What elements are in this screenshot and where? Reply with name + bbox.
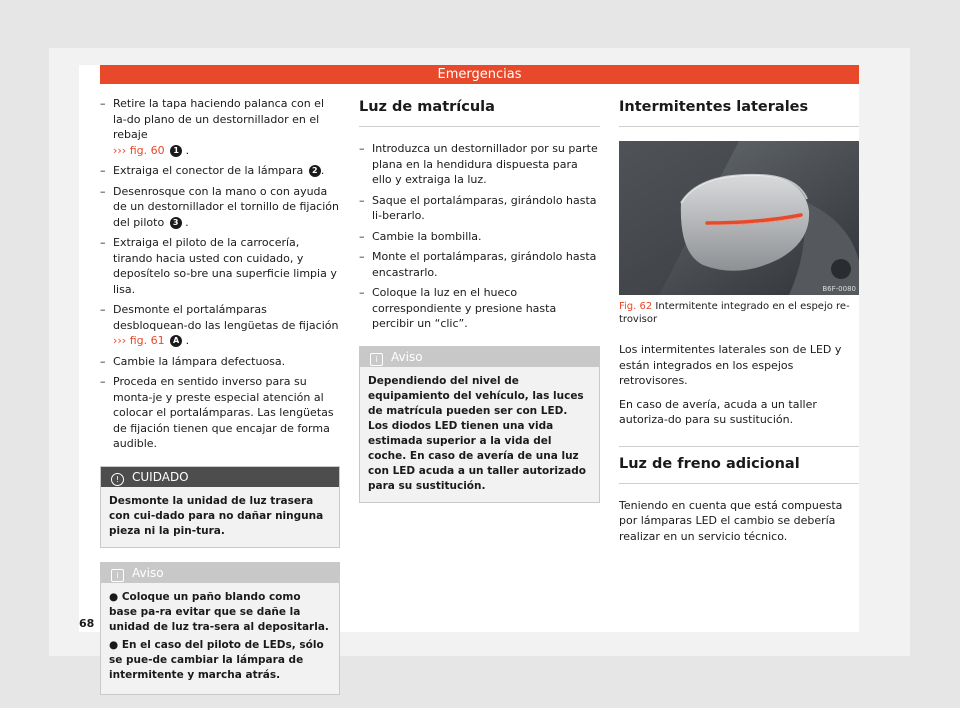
step-text: Saque el portalámparas, girándolo hasta li-berarlo. (372, 193, 597, 222)
info-icon: i (111, 569, 124, 582)
figure-caption: Fig. 62 Intermitente integrado en el espejo re-trovisor (619, 301, 850, 325)
figure-reference[interactable]: ››› fig. 61 (113, 334, 165, 347)
step-item: – Introduzca un destornillador por su parte plana en la hendidura dispuesta para ello y extraiga la luz. (359, 141, 600, 188)
paragraph: Los intermitentes laterales son de LED y están integrados en los espejos retrovisores. (619, 343, 842, 387)
notice-title: Aviso (132, 565, 164, 580)
notice-box (359, 346, 600, 503)
warning-circle-icon: ! (111, 473, 124, 486)
callout-badge: 2 (309, 165, 321, 177)
step-item: – Desmonte el portalámparas desbloquean-do las lengüetas de fijación ››› fig. 61 A . (100, 303, 339, 347)
notice-text: Dependiendo del nivel de equipamiento del vehículo, las luces de matrícula pueden ser con LED. Los diodos LED tienen una vida estimada superior a la vida del coche. En caso de avería de una luz con LED acuda a un taller autorizado para su sustitución. (368, 374, 586, 492)
column-middle (359, 96, 600, 503)
notice-title: Aviso (391, 349, 423, 364)
step-item: – Coloque la luz en el hueco correspondiente y presione hasta percibir un “clic”. (359, 285, 600, 332)
caution-box (100, 466, 340, 548)
figure-reference[interactable]: ››› fig. 60 (113, 143, 165, 157)
step-text: Cambie la lámpara defectuosa. (113, 354, 286, 368)
callout-badge: 1 (170, 145, 182, 157)
notice-bullet: ● En el caso del piloto de LEDs, sólo se pue-de cambiar la lámpara de intermitente y marcha atrás. (109, 638, 324, 681)
mirror-indicator-figure (619, 141, 859, 295)
info-icon: i (370, 353, 383, 366)
step-text: Extraiga el piloto de la carrocería, tirando hacia usted con cuidado, y deposítelo so-bre una superficie limpia y lisa. (113, 236, 337, 296)
section-title-plate-light: Luz de matrícula (359, 96, 600, 127)
chapter-header: Emergencias (100, 65, 859, 84)
step-item: – Cambie la bombilla. (359, 229, 600, 245)
step-item: – Monte el portalámparas, girándolo hasta encastrarlo. (359, 249, 600, 280)
step-text: Introduzca un destornillador por su parte plana en la hendidura dispuesta para ello y extraiga la luz. (372, 142, 598, 186)
column-left (100, 96, 340, 695)
step-item: – Cambie la lámpara defectuosa. (100, 354, 340, 370)
page-number: 68 (79, 617, 95, 630)
step-text: Desmonte el portalámparas desbloquean-do las lengüetas de fijación (113, 303, 339, 332)
step-text: Monte el portalámparas, girándolo hasta encastrarlo. (372, 250, 597, 279)
step-item: – Desenrosque con la mano o con ayuda de un destornillador el tornillo de fijación del piloto 3 . (100, 184, 339, 229)
step-item: – Extraiga el conector de la lámpara 2 . (100, 164, 325, 177)
step-text: Extraiga el conector de la lámpara (113, 164, 304, 177)
column-right (619, 96, 859, 552)
step-item: – Retire la tapa haciendo palanca con el la-do plano de un destornillador en el rebaje ››› fig. 60 1 . (100, 97, 325, 157)
caption-figure-number: Fig. 62 (619, 301, 653, 312)
step-item: – Proceda en sentido inverso para su monta-je y preste especial atención al colocar el portalámparas. Las lengüetas de fijación tienen que encajar de forma audible. (100, 374, 340, 452)
step-text: Desenrosque con la mano o con ayuda de un destornillador el tornillo de fijación del piloto (113, 184, 339, 229)
step-text: Cambie la bombilla. (372, 229, 482, 243)
step-text: Proceda en sentido inverso para su monta-je y preste especial atención al colocar el portalámparas. Las lengüetas de fijación tienen que encajar de forma audible. (113, 375, 334, 450)
mirror-illustration (619, 141, 859, 295)
section-title-brake-light: Luz de freno adicional (619, 446, 859, 484)
figure-code: B6F-0080 (822, 285, 856, 293)
step-item: – Extraiga el piloto de la carrocería, tirando hacia usted con cuidado, y deposítelo so-bre una superficie limpia y lisa. (100, 235, 340, 297)
notice-bullet: ● Coloque un paño blando como base pa-ra evitar que se dañe la unidad de luz tra-sera al depositarla. (109, 590, 329, 633)
step-text: Retire la tapa haciendo palanca con el la-do plano de un destornillador en el rebaje (113, 97, 325, 141)
callout-badge: A (170, 335, 182, 347)
paragraph: En caso de avería, acuda a un taller autoriza-do para su sustitución. (619, 397, 817, 426)
step-item: – Saque el portalámparas, girándolo hasta li-berarlo. (359, 193, 600, 224)
callout-badge: 3 (170, 217, 182, 229)
section-title-side-indicators: Intermitentes laterales (619, 96, 859, 127)
paragraph: Teniendo en cuenta que está compuesta por lámparas LED el cambio se debería realizar en un servicio técnico. (619, 498, 843, 543)
caution-text: Desmonte la unidad de luz trasera con cui-dado para no dañar ninguna pieza ni la pin-tura. (109, 494, 324, 537)
caution-title: CUIDADO (132, 469, 189, 484)
step-text: Coloque la luz en el hueco correspondiente y presione hasta percibir un “clic”. (372, 286, 557, 330)
notice-box (100, 562, 340, 695)
